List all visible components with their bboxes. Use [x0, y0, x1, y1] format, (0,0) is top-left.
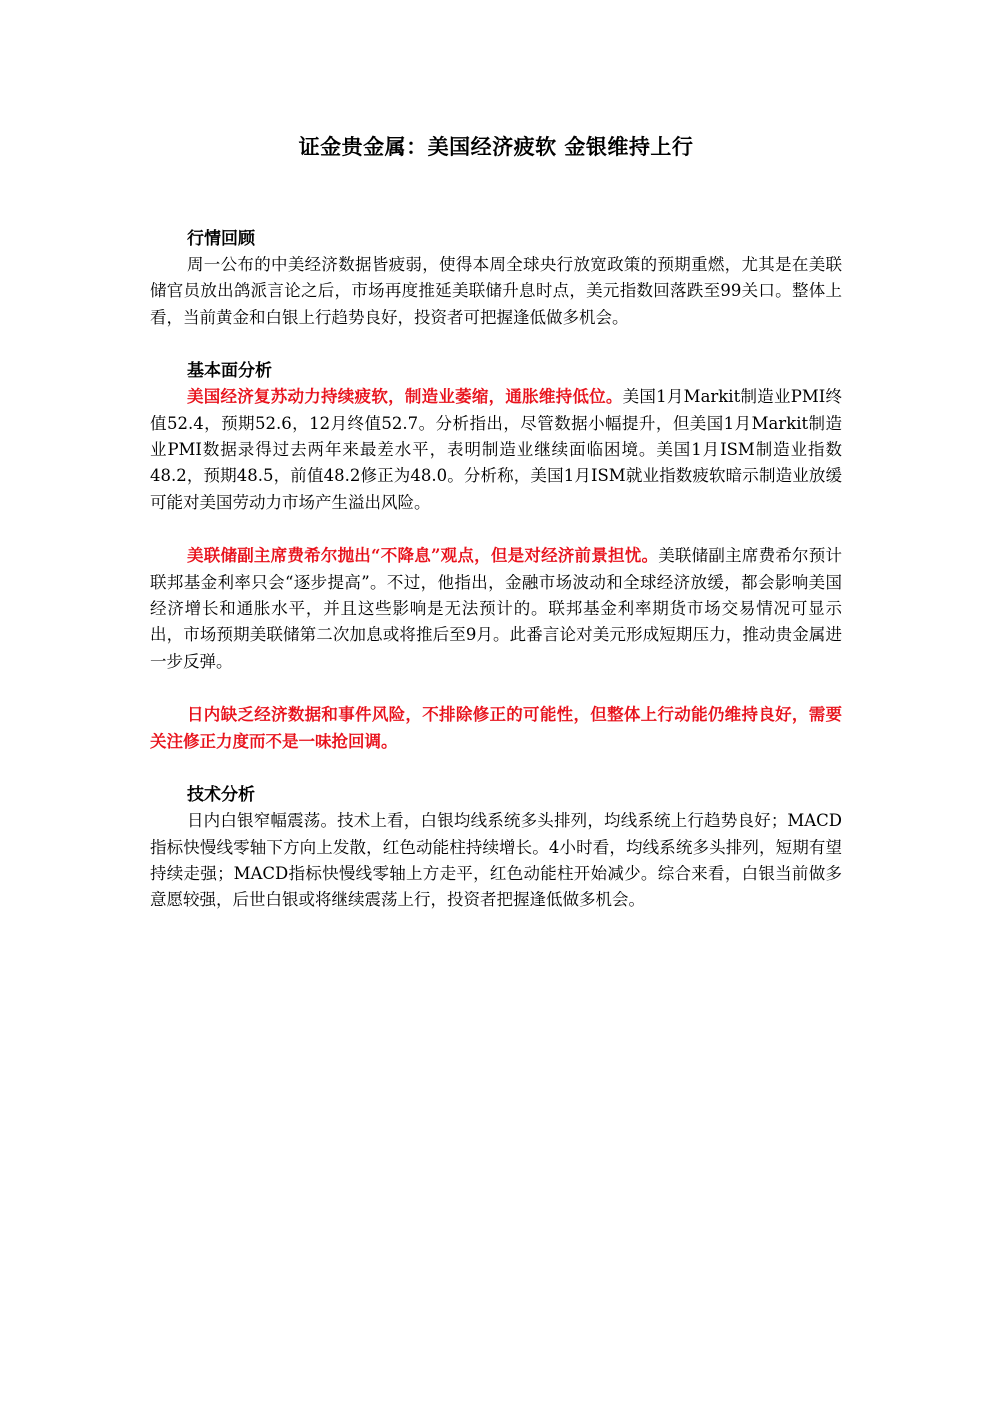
paragraph-spacer [150, 675, 842, 702]
paragraph-spacer [150, 516, 842, 543]
fundamental-paragraph-2 [150, 543, 842, 675]
section-heading-market-review: 行情回顾 [187, 229, 255, 249]
section-spacer [150, 755, 842, 782]
fundamental-paragraph-2-body: 美联储副主席费希尔预计联邦基金利率只会“逐步提高”。不过，他指出，金融市场波动和全球经济放缓，都会影响美国经济增长和通胀水平，并且这些影响是无法预计的。联邦基金利率期货市场交易情况可显示出，市场预期美联储第二次加息或将推后至9月。此番言论对美元形成短期压力，推动贵金属进一步反弹。 [150, 546, 842, 671]
fundamental-paragraph-1-lead: 美国经济复苏动力持续疲软，制造业萎缩，通胀维持低位。 [187, 387, 623, 407]
document-body [150, 226, 842, 914]
section-heading-technical: 技术分析 [187, 785, 255, 806]
section-market-review [150, 226, 842, 331]
section-fundamental-analysis [150, 358, 842, 755]
market-review-paragraph: 周一公布的中美经济数据皆疲弱，使得本周全球央行放宽政策的预期重燃，尤其是在美联储官员放出鸽派言论之后，市场再度推延美联储升息时点，美元指数回落跌至99关口。整体上看，当前黄金和白银上行趋势良好，投资者可把握逢低做多机会。 [150, 255, 842, 327]
section-spacer [150, 331, 842, 358]
fundamental-paragraph-2-lead: 美联储副主席费希尔抛出“不降息”观点，但是对经济前景担忧。 [187, 546, 659, 566]
technical-paragraph: 日内白银窄幅震荡。技术上看，白银均线系统多头排列，均线系统上行趋势良好；MACD指标快慢线零轴下方向上发散，红色动能柱持续增长。4小时看，均线系统多头排列，短期有望持续走强；MACD指标快慢线零轴上方走平，红色动能柱开始减少。综合来看，白银当前做多意愿较强，后世白银或将继续震荡上行，投资者把握逢低做多机会。 [150, 811, 842, 910]
document-title: 证金贵金属：美国经济疲软 金银维持上行 [298, 134, 694, 159]
section-technical-analysis [150, 782, 842, 914]
fundamental-paragraph-1-body: 美国1月Markit制造业PMI终值52.4，预期52.6，12月终值52.7。分析指出，尽管数据小幅提升，但美国1月Markit制造业PMI数据录得过去两年来最差水平，表明制造业继续面临困境。美国1月ISM制造业指数48.2，预期48.5，前值48.2修正为48.0。分析称，美国1月ISM就业指数疲软暗示制造业放缓可能对美国劳动力市场产生溢出风险。 [150, 387, 842, 512]
fundamental-paragraph-3: 日内缺乏经济数据和事件风险，不排除修正的可能性，但整体上行动能仍维持良好，需要关注修正力度而不是一味抢回调。 [150, 705, 842, 751]
fundamental-paragraph-1 [150, 384, 842, 516]
section-heading-fundamental: 基本面分析 [187, 361, 272, 382]
